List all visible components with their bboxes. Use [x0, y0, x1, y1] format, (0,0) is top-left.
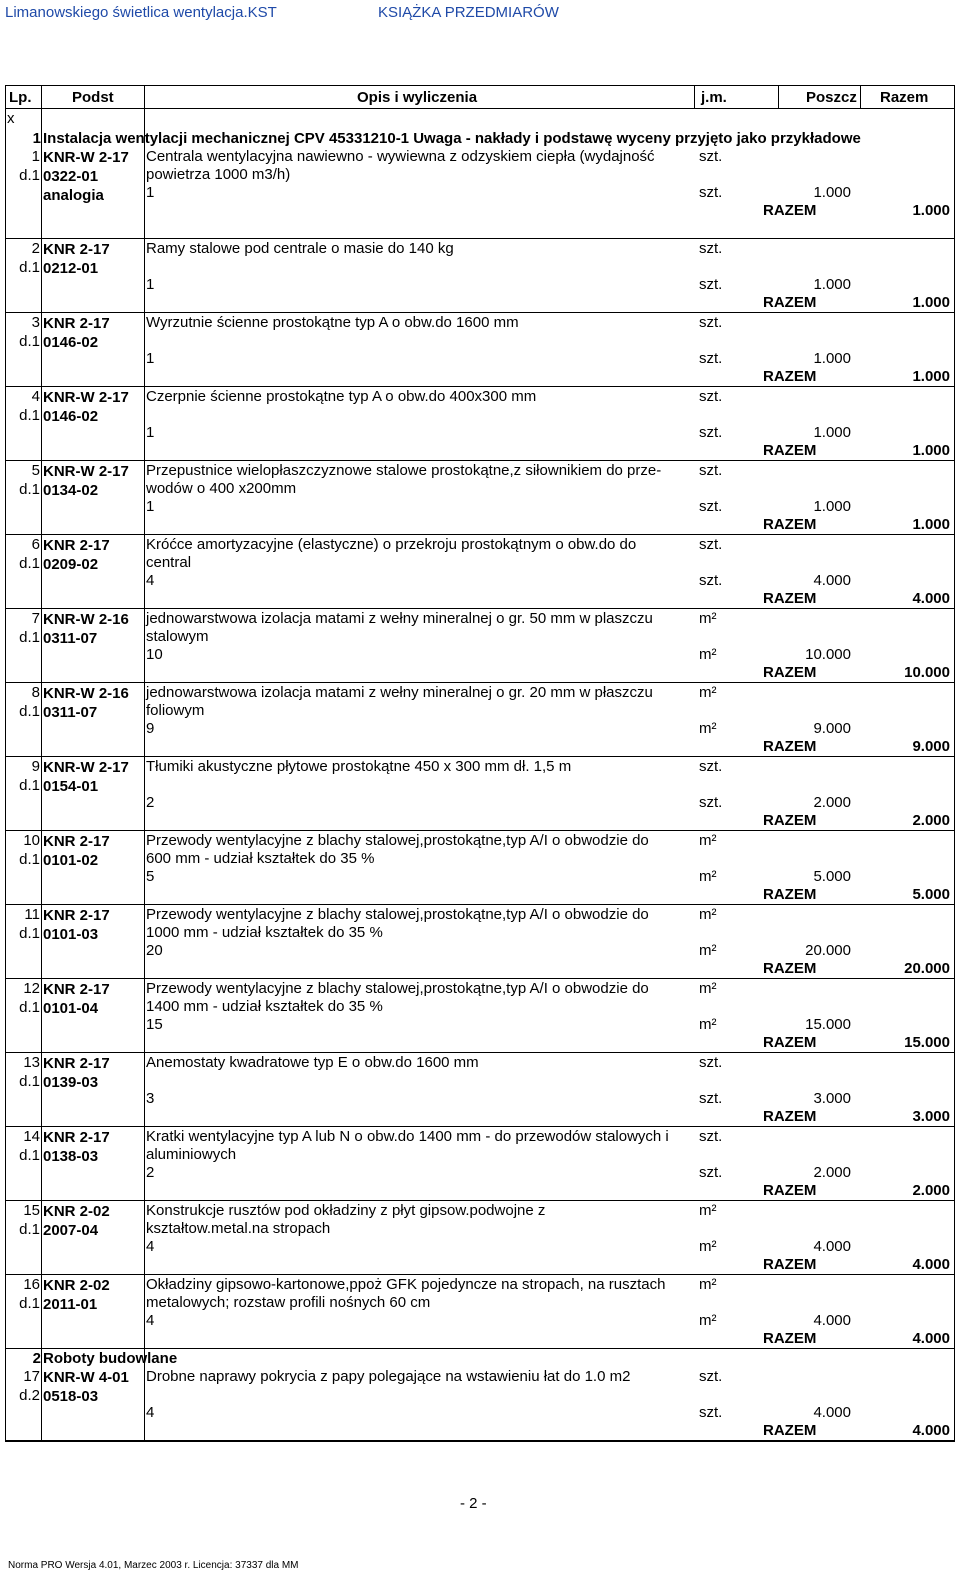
quantity-value: 1.000 [813, 276, 851, 293]
item-description: Konstrukcje rusztów pod okładziny z płyt gipsow.podwojne z kształtow.metal.na stropach [146, 1202, 546, 1237]
quantity-value: 2.000 [813, 1164, 851, 1181]
quantity-formula: 5 [146, 868, 155, 885]
total-label: RAZEM [763, 886, 817, 903]
item-number: 11 [24, 906, 40, 923]
item-description: Przewody wentylacyjne z blachy stalowej,prostokątne,typ A/I o obwodzie do 1400 mm - udział kształtek do 35 % [146, 980, 649, 1015]
item-unit: m² [699, 684, 717, 701]
item-unit: szt. [699, 1054, 723, 1071]
item-number: 4 [31, 388, 40, 405]
item-dept: d.1 [19, 1147, 40, 1164]
table-row [6, 147, 954, 239]
quantity-value: 2.000 [813, 794, 851, 811]
item-description: jednowarstwowa izolacja matami z wełny mineralnej o gr. 50 mm w plaszczu stalowym [146, 610, 653, 645]
item-unit: m² [699, 906, 717, 923]
table-row [6, 461, 954, 535]
quantity-unit: szt. [699, 498, 723, 515]
page-number: - 2 - [460, 1495, 487, 1512]
item-description: Anemostaty kwadratowe typ E o obw.do 1600 mm [146, 1054, 479, 1071]
quantity-unit: m² [699, 646, 717, 663]
header-file-name: Limanowskiego świetlica wentylacja.KST [5, 4, 277, 21]
table-row [6, 535, 954, 609]
total-value: 2.000 [912, 812, 950, 829]
item-number: 10 [23, 832, 40, 849]
quantity-formula: 1 [146, 276, 155, 293]
item-dept: d.1 [19, 851, 40, 868]
quantity-formula: 4 [146, 1404, 155, 1421]
item-description: Tłumiki akustyczne płytowe prostokątne 450 x 300 mm dł. 1,5 m [146, 758, 572, 775]
quantity-value: 1.000 [813, 498, 851, 515]
item-unit: szt. [699, 1128, 723, 1145]
table-header-row [5, 85, 955, 109]
quantity-value: 4.000 [813, 1312, 851, 1329]
quantity-value: 9.000 [813, 720, 851, 737]
item-description: Przewody wentylacyjne z blachy stalowej,prostokątne,typ A/I o obwodzie do 600 mm - udział kształtek do 35 % [146, 832, 649, 867]
total-value: 10.000 [904, 664, 950, 681]
total-value: 1.000 [912, 202, 950, 219]
item-basis: KNR-W 2-17 0146-02 [43, 389, 129, 425]
quantity-unit: szt. [699, 350, 723, 367]
item-dept: d.1 [19, 555, 40, 572]
quantity-formula: 4 [146, 1312, 155, 1329]
item-unit: szt. [699, 240, 723, 257]
quantity-formula: 3 [146, 1090, 155, 1107]
section-number: 1 [32, 130, 41, 147]
quantity-unit: m² [699, 1016, 717, 1033]
total-label: RAZEM [763, 202, 817, 219]
item-unit: szt. [699, 314, 723, 331]
item-number: 5 [31, 462, 40, 479]
quantity-value: 3.000 [813, 1090, 851, 1107]
total-value: 15.000 [904, 1034, 950, 1051]
item-number: 17 [23, 1368, 40, 1385]
section-heading [6, 1349, 954, 1367]
quantity-formula: 1 [146, 350, 155, 367]
item-description: Przepustnice wielopłaszczyznowe stalowe prostokątne,z siłownikiem do prze- wodów o 400 x200mm [146, 462, 662, 497]
quantity-formula: 20 [146, 942, 163, 959]
section-title: Roboty budowlane [43, 1350, 178, 1367]
total-value: 1.000 [912, 442, 950, 459]
quantity-formula: 15 [146, 1016, 163, 1033]
col-poszcz: Poszcz [806, 89, 857, 106]
quantity-unit: szt. [699, 184, 723, 201]
quantity-formula: 1 [146, 184, 155, 201]
total-label: RAZEM [763, 442, 817, 459]
quantity-unit: m² [699, 720, 717, 737]
quantity-unit: szt. [699, 424, 723, 441]
total-value: 1.000 [912, 368, 950, 385]
item-number: 16 [23, 1276, 40, 1293]
table-row [6, 239, 954, 313]
bill-of-quantities-table [5, 85, 955, 1442]
item-number: 14 [23, 1128, 40, 1145]
item-number: 8 [31, 684, 40, 701]
item-dept: d.1 [19, 167, 40, 184]
quantity-unit: szt. [699, 276, 723, 293]
total-value: 1.000 [912, 294, 950, 311]
item-number: 6 [31, 536, 40, 553]
total-label: RAZEM [763, 590, 817, 607]
quantity-formula: 1 [146, 498, 155, 515]
item-unit: szt. [699, 462, 723, 479]
table-row [6, 609, 954, 683]
item-basis: KNR-W 2-16 0311-07 [43, 685, 129, 721]
table-row [6, 313, 954, 387]
item-number: 12 [23, 980, 40, 997]
item-dept: d.1 [19, 407, 40, 424]
table-row [6, 905, 954, 979]
total-value: 4.000 [912, 1330, 950, 1347]
total-value: 4.000 [912, 1256, 950, 1273]
item-number: 2 [31, 240, 40, 257]
header-document-type: KSIĄŻKA PRZEDMIARÓW [378, 4, 559, 21]
total-value: 9.000 [912, 738, 950, 755]
total-label: RAZEM [763, 294, 817, 311]
quantity-value: 5.000 [813, 868, 851, 885]
total-value: 5.000 [912, 886, 950, 903]
quantity-unit: szt. [699, 794, 723, 811]
quantity-value: 15.000 [805, 1016, 851, 1033]
quantity-value: 1.000 [813, 184, 851, 201]
table-row [6, 387, 954, 461]
section-number: 2 [32, 1350, 41, 1367]
quantity-value: 1.000 [813, 424, 851, 441]
item-basis: KNR 2-17 0101-03 [43, 907, 110, 943]
item-basis: KNR 2-17 0101-02 [43, 833, 110, 869]
item-number: 1 [31, 148, 40, 165]
table-row [6, 979, 954, 1053]
item-unit: m² [699, 610, 717, 627]
total-value: 4.000 [912, 590, 950, 607]
total-value: 4.000 [912, 1422, 950, 1439]
quantity-value: 4.000 [813, 1238, 851, 1255]
total-value: 2.000 [912, 1182, 950, 1199]
item-description: Króćce amortyzacyjne (elastyczne) o przekroju prostokątnym o obw.do do central [146, 536, 637, 571]
table-body [5, 109, 955, 1442]
x-marker: x [7, 110, 15, 127]
total-label: RAZEM [763, 516, 817, 533]
item-dept: d.1 [19, 629, 40, 646]
quantity-value: 1.000 [813, 350, 851, 367]
quantity-unit: szt. [699, 1404, 723, 1421]
item-dept: d.1 [19, 259, 40, 276]
item-dept: d.1 [19, 1221, 40, 1238]
item-basis: KNR 2-02 2007-04 [43, 1203, 110, 1239]
total-label: RAZEM [763, 664, 817, 681]
item-basis: KNR 2-17 0209-02 [43, 537, 110, 573]
item-basis: KNR 2-17 0138-03 [43, 1129, 110, 1165]
item-description: Centrala wentylacyjna nawiewno - wywiewna z odzyskiem ciepła (wydajność powietrza 1000 m3/h) [146, 148, 655, 183]
quantity-formula: 1 [146, 424, 155, 441]
quantity-formula: 9 [146, 720, 155, 737]
item-basis: KNR 2-17 0212-01 [43, 241, 110, 277]
item-description: jednowarstwowa izolacja matami z wełny mineralnej o gr. 20 mm w płaszczu foliowym [146, 684, 653, 719]
item-unit: szt. [699, 1368, 723, 1385]
section-title: Instalacja wentylacji mechanicznej CPV 45331210-1 Uwaga - nakłady i podstawę wyceny przyjęto jako przykładowe [43, 130, 861, 147]
item-description: Wyrzutnie ścienne prostokątne typ A o obw.do 1600 mm [146, 314, 519, 331]
table-row [6, 1127, 954, 1201]
quantity-formula: 2 [146, 1164, 155, 1181]
item-unit: szt. [699, 536, 723, 553]
item-unit: m² [699, 980, 717, 997]
item-description: Drobne naprawy pokrycia z papy polegające na wstawieniu łat do 1.0 m2 [146, 1368, 631, 1385]
col-lp: Lp. [9, 89, 32, 106]
quantity-unit: szt. [699, 572, 723, 589]
item-dept: d.1 [19, 925, 40, 942]
item-dept: d.1 [19, 333, 40, 350]
item-basis: KNR-W 4-01 0518-03 [43, 1369, 129, 1405]
item-unit: szt. [699, 758, 723, 775]
item-basis: KNR-W 2-17 0134-02 [43, 463, 129, 499]
item-description: Czerpnie ścienne prostokątne typ A o obw.do 400x300 mm [146, 388, 537, 405]
item-number: 7 [31, 610, 40, 627]
document-header [0, 0, 960, 32]
quantity-value: 4.000 [813, 572, 851, 589]
total-label: RAZEM [763, 812, 817, 829]
total-label: RAZEM [763, 1034, 817, 1051]
total-label: RAZEM [763, 1256, 817, 1273]
item-number: 15 [23, 1202, 40, 1219]
item-unit: szt. [699, 388, 723, 405]
item-basis: KNR-W 2-17 0154-01 [43, 759, 129, 795]
item-description: Ramy stalowe pod centrale o masie do 140 kg [146, 240, 454, 257]
item-dept: d.1 [19, 999, 40, 1016]
x-row [6, 109, 954, 129]
item-basis: KNR 2-17 0146-02 [43, 315, 110, 351]
item-dept: d.1 [19, 703, 40, 720]
total-label: RAZEM [763, 1108, 817, 1125]
item-description: Okładziny gipsowo-kartonowe,ppoż GFK pojedyncze na stropach, na rusztach metalowych; rozstaw profili nośnych 60 cm [146, 1276, 666, 1311]
item-basis: KNR-W 2-16 0311-07 [43, 611, 129, 647]
item-description: Przewody wentylacyjne z blachy stalowej,prostokątne,typ A/I o obwodzie do 1000 mm - udział kształtek do 35 % [146, 906, 649, 941]
item-dept: d.1 [19, 1073, 40, 1090]
item-number: 3 [31, 314, 40, 331]
quantity-formula: 4 [146, 572, 155, 589]
item-dept: d.1 [19, 481, 40, 498]
quantity-formula: 10 [146, 646, 163, 663]
total-value: 1.000 [912, 516, 950, 533]
footer-license: Norma PRO Wersja 4.01, Marzec 2003 r. Licencja: 37337 dla MM [8, 1560, 299, 1571]
col-razem: Razem [880, 89, 929, 106]
col-opis: Opis i wyliczenia [357, 89, 478, 106]
item-basis: KNR 2-02 2011-01 [43, 1277, 110, 1313]
table-row [6, 683, 954, 757]
table-row [6, 1367, 954, 1441]
total-value: 3.000 [912, 1108, 950, 1125]
item-dept: d.1 [19, 777, 40, 794]
total-value: 20.000 [904, 960, 950, 977]
item-dept: d.1 [19, 1295, 40, 1312]
total-label: RAZEM [763, 368, 817, 385]
item-basis: KNR-W 2-17 0322-01 analogia [43, 149, 129, 204]
item-basis: KNR 2-17 0139-03 [43, 1055, 110, 1091]
quantity-formula: 2 [146, 794, 155, 811]
table-row [6, 1201, 954, 1275]
quantity-value: 10.000 [805, 646, 851, 663]
item-description: Kratki wentylacyjne typ A lub N o obw.do 1400 mm - do przewodów stalowych i aluminiowych [146, 1128, 669, 1163]
total-label: RAZEM [763, 1422, 817, 1439]
col-jm: j.m. [701, 89, 727, 106]
item-unit: m² [699, 832, 717, 849]
table-row [6, 831, 954, 905]
total-label: RAZEM [763, 1182, 817, 1199]
item-unit: szt. [699, 148, 723, 165]
col-podst: Podst [72, 89, 114, 106]
quantity-unit: m² [699, 1312, 717, 1329]
item-number: 9 [31, 758, 40, 775]
section-heading [6, 129, 954, 147]
item-unit: m² [699, 1202, 717, 1219]
table-row [6, 1053, 954, 1127]
quantity-value: 20.000 [805, 942, 851, 959]
table-row [6, 757, 954, 831]
item-dept: d.2 [19, 1387, 40, 1404]
quantity-unit: szt. [699, 1090, 723, 1107]
quantity-unit: szt. [699, 1164, 723, 1181]
quantity-unit: m² [699, 868, 717, 885]
total-label: RAZEM [763, 960, 817, 977]
table-row [6, 1275, 954, 1349]
item-unit: m² [699, 1276, 717, 1293]
quantity-unit: m² [699, 1238, 717, 1255]
item-basis: KNR 2-17 0101-04 [43, 981, 110, 1017]
total-label: RAZEM [763, 1330, 817, 1347]
item-number: 13 [23, 1054, 40, 1071]
total-label: RAZEM [763, 738, 817, 755]
quantity-value: 4.000 [813, 1404, 851, 1421]
quantity-formula: 4 [146, 1238, 155, 1255]
quantity-unit: m² [699, 942, 717, 959]
